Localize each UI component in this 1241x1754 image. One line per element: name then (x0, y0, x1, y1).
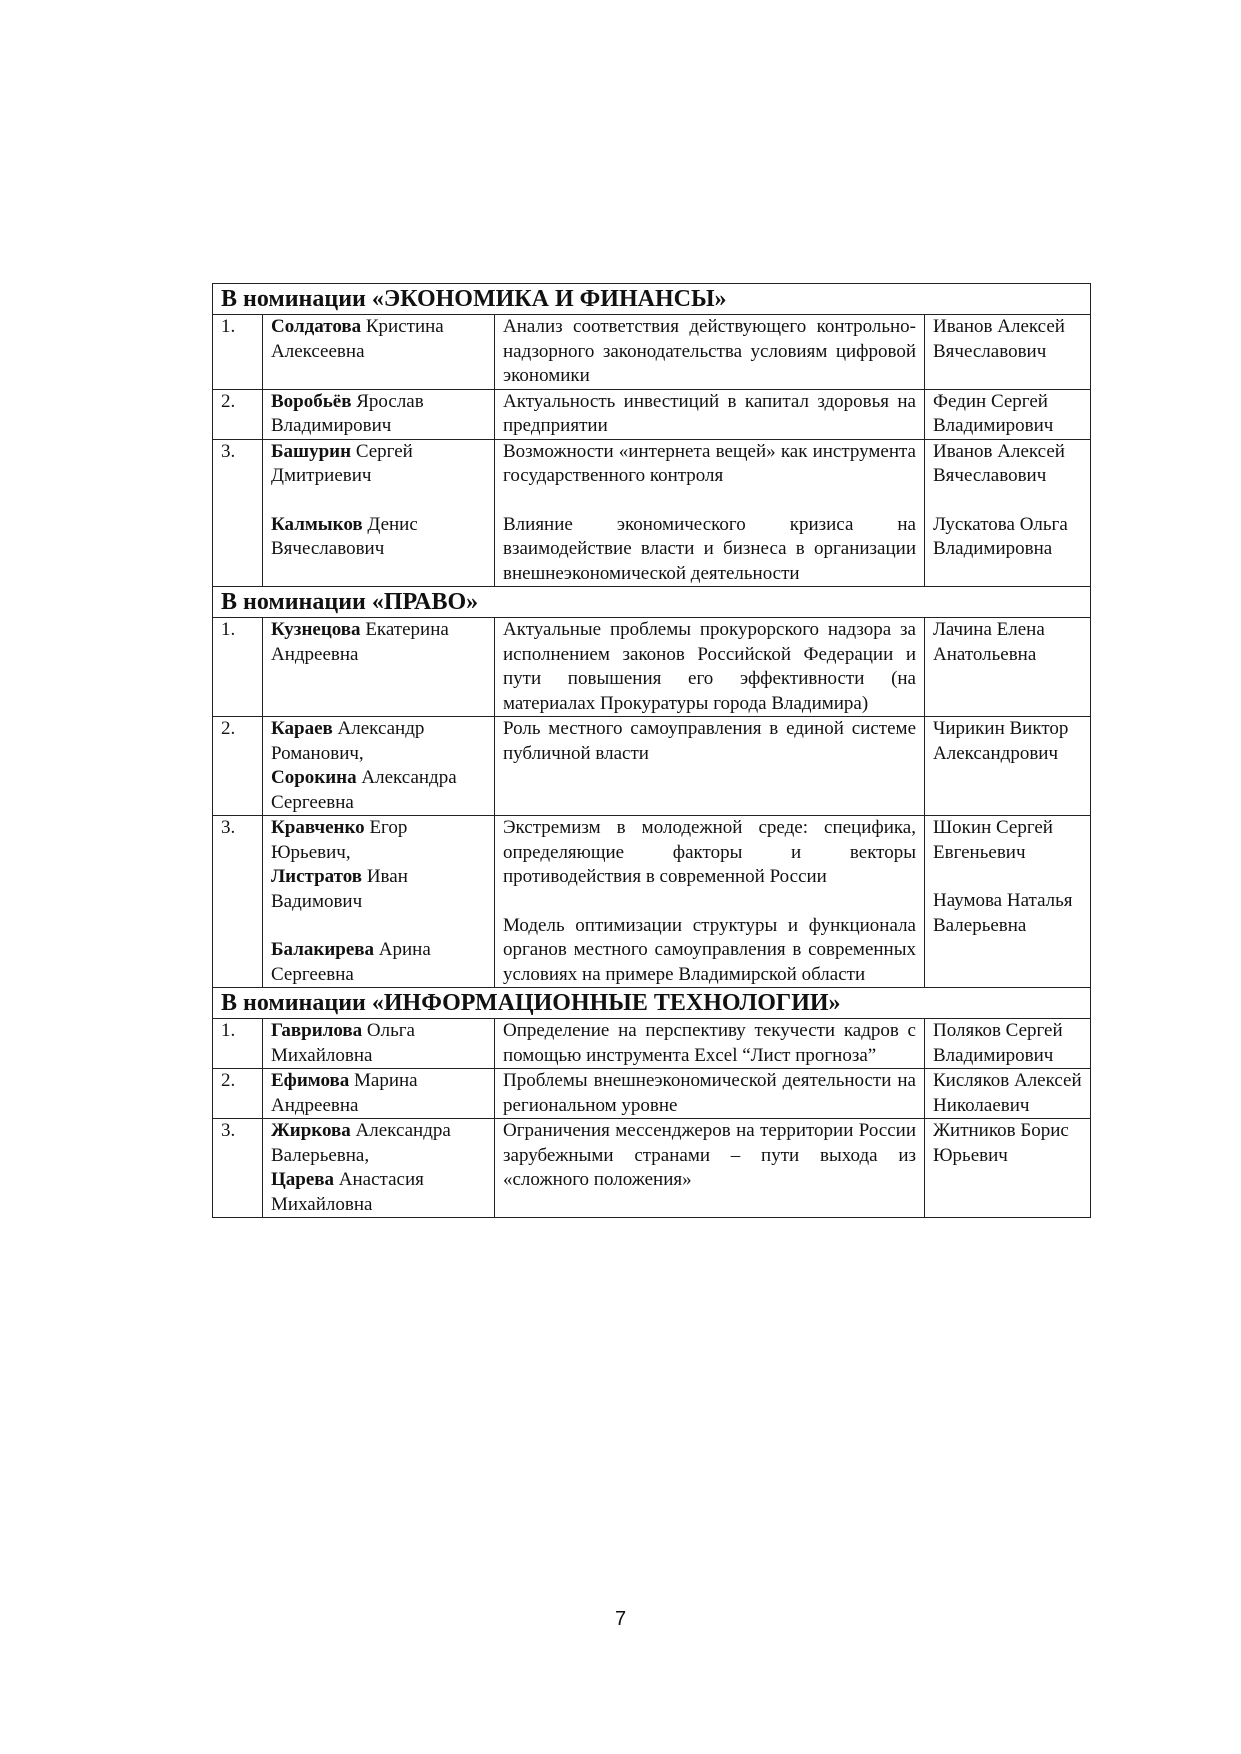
participants-cell (263, 315, 495, 390)
topic-text: Ограничения мессенджеров на территории России зарубежными странами – пути выхода из «сложного положения» (503, 1120, 916, 1190)
advisor-name: Наумова Наталья Валерьевна (933, 890, 1073, 936)
participant-surname: Царева (271, 1169, 335, 1190)
participant (271, 1168, 486, 1217)
advisor-name: Кисляков Алексей Николаевич (933, 1070, 1082, 1116)
participant-names (271, 390, 486, 439)
participant-given-names: Ольга Михайловна (271, 1020, 420, 1066)
participant-surname: Ефимова (271, 1070, 350, 1091)
participant-given-names: Марина Андреевна (271, 1070, 423, 1116)
table-row (213, 618, 1091, 717)
participant-given-names: Иван Вадимович (271, 866, 413, 912)
participant-names (271, 513, 486, 562)
section-header (213, 284, 1091, 315)
advisor-name: Чирикин Виктор Александрович (933, 718, 1069, 764)
topic-cell (495, 315, 925, 390)
participants-cell (263, 816, 495, 988)
participant-given-names: Александра Валерьевна, (271, 1120, 456, 1166)
participant (271, 938, 486, 987)
participant-surname: Караев (271, 718, 333, 739)
topic-text: Проблемы внешнеэкономической деятельности на региональном уровне (503, 1070, 916, 1116)
participant-given-names: Александр Романович, (271, 718, 430, 764)
participant-names (271, 1119, 486, 1217)
advisor-name: Житников Борис Юрьевич (933, 1120, 1069, 1166)
participant (271, 618, 486, 667)
advisor-cell (925, 315, 1091, 390)
participant-given-names: Егор Юрьевич, (271, 817, 413, 863)
participant (271, 1119, 486, 1168)
topic-cell (495, 618, 925, 717)
topic-text: Экстремизм в молодежной среде: специфика, определяющие факторы и векторы противодействия в современной России (503, 817, 916, 887)
participant-given-names: Денис Вячеславович (271, 513, 423, 559)
topic-text: Актуальность инвестиций в капитал здоровья на предприятии (503, 390, 916, 436)
participants-cell (263, 439, 495, 587)
participant (271, 440, 486, 489)
participant (271, 513, 486, 562)
participant (271, 865, 486, 914)
table-row (213, 717, 1091, 816)
participants-cell (263, 717, 495, 816)
row-number: 1. (213, 315, 263, 390)
nominations-table (212, 283, 1091, 1218)
table-row (213, 1069, 1091, 1119)
topic-text: Определение на перспективу текучести кадров с помощью инструмента Excel “Лист прогноза” (503, 1020, 916, 1066)
row-number: 3. (213, 816, 263, 988)
advisor-name: Иванов Алексей Вячеславович (933, 316, 1065, 362)
participant-names (271, 938, 486, 987)
table-row (213, 315, 1091, 390)
participant-surname: Солдатова (271, 316, 362, 337)
topic-cell (495, 1019, 925, 1069)
page-number: 7 (614, 1608, 627, 1630)
participant (271, 1069, 486, 1118)
participant-surname: Кузнецова (271, 619, 361, 640)
row-number: 1. (213, 618, 263, 717)
participant-given-names: Александра Сергеевна (271, 767, 462, 813)
participant-surname: Листратов (271, 866, 363, 887)
participants-cell (263, 1119, 495, 1218)
topic-cell (495, 816, 925, 988)
participant-names (271, 315, 486, 364)
section-title: В номинации «ЭКОНОМИКА И ФИНАНСЫ» (213, 284, 1091, 315)
topic-text: Актуальные проблемы прокурорского надзора за исполнением законов Российской Федерации и пути повышения его эффективности (на материалах Прокуратуры города Владимира) (503, 619, 916, 714)
row-number: 2. (213, 717, 263, 816)
advisor-cell (925, 1119, 1091, 1218)
participant-surname: Сорокина (271, 767, 357, 788)
participant-names (271, 717, 486, 815)
advisor-name: Лачина Елена Анатольевна (933, 619, 1045, 665)
participant-given-names: Сергей Дмитриевич (271, 440, 418, 486)
table-row (213, 439, 1091, 587)
advisor-cell (925, 618, 1091, 717)
advisor-name: Поляков Сергей Владимирович (933, 1020, 1063, 1066)
participants-cell (263, 1019, 495, 1069)
participant-surname: Кравченко (271, 817, 365, 838)
participant-surname: Гаврилова (271, 1020, 363, 1041)
advisor-name: Лускатова Ольга Владимировна (933, 513, 1068, 559)
participant-surname: Балакирева (271, 939, 375, 960)
row-number: 3. (213, 439, 263, 587)
participant-surname: Воробьёв (271, 390, 352, 412)
participant (271, 390, 486, 439)
topic-text: Влияние экономического кризиса на взаимодействие власти и бизнеса в организации внешнеэкономической деятельности (503, 513, 916, 584)
participant (271, 766, 486, 815)
topic-text: Модель оптимизации структуры и функционала органов местного самоуправления в современных условиях на примере Владимирской области (503, 914, 916, 985)
participant (271, 1019, 486, 1068)
row-number: 2. (213, 1069, 263, 1119)
participant-names (271, 816, 486, 914)
table-row (213, 1119, 1091, 1218)
advisor-cell (925, 717, 1091, 816)
participant-given-names: Ярослав Владимирович (271, 390, 429, 436)
participant-given-names: Екатерина Андреевна (271, 619, 454, 665)
topic-cell (495, 439, 925, 587)
participant (271, 816, 486, 865)
participant-surname: Калмыков (271, 513, 363, 535)
advisor-cell (925, 1069, 1091, 1119)
advisor-cell (925, 1019, 1091, 1069)
table-row (213, 389, 1091, 439)
topic-text: Роль местного самоуправления в единой системе публичной власти (503, 718, 916, 764)
section-title: В номинации «ПРАВО» (213, 587, 1091, 618)
participant-names (271, 440, 486, 489)
participant (271, 315, 486, 364)
row-number: 2. (213, 389, 263, 439)
participant-surname: Башурин (271, 440, 352, 462)
advisor-cell (925, 389, 1091, 439)
participant-given-names: Кристина Алексеевна (271, 316, 449, 362)
participants-cell (263, 389, 495, 439)
participant-names (271, 618, 486, 667)
participant-given-names: Арина Сергеевна (271, 939, 436, 985)
row-number: 1. (213, 1019, 263, 1069)
section-header (213, 587, 1091, 618)
participant-surname: Жиркова (271, 1120, 351, 1141)
participant-names (271, 1069, 486, 1118)
advisor-cell (925, 439, 1091, 587)
row-number: 3. (213, 1119, 263, 1218)
section-title: В номинации «ИНФОРМАЦИОННЫЕ ТЕХНОЛОГИИ» (213, 988, 1091, 1019)
topic-cell (495, 1069, 925, 1119)
participants-cell (263, 618, 495, 717)
table-row (213, 816, 1091, 988)
advisor-name: Шокин Сергей Евгеньевич (933, 817, 1053, 863)
topic-cell (495, 389, 925, 439)
participants-cell (263, 1069, 495, 1119)
table-row (213, 1019, 1091, 1069)
participant-given-names: Анастасия Михайловна (271, 1169, 429, 1215)
topic-cell (495, 1119, 925, 1218)
advisor-name: Федин Сергей Владимирович (933, 390, 1054, 436)
section-header (213, 988, 1091, 1019)
topic-text: Возможности «интернета вещей» как инструмента государственного контроля (503, 440, 916, 486)
topic-cell (495, 717, 925, 816)
participant-names (271, 1019, 486, 1068)
participant (271, 717, 486, 766)
topic-text: Анализ соответствия действующего контрольно-надзорного законодательства условиям цифровой экономики (503, 316, 916, 386)
advisor-cell (925, 816, 1091, 988)
advisor-name: Иванов Алексей Вячеславович (933, 440, 1065, 486)
